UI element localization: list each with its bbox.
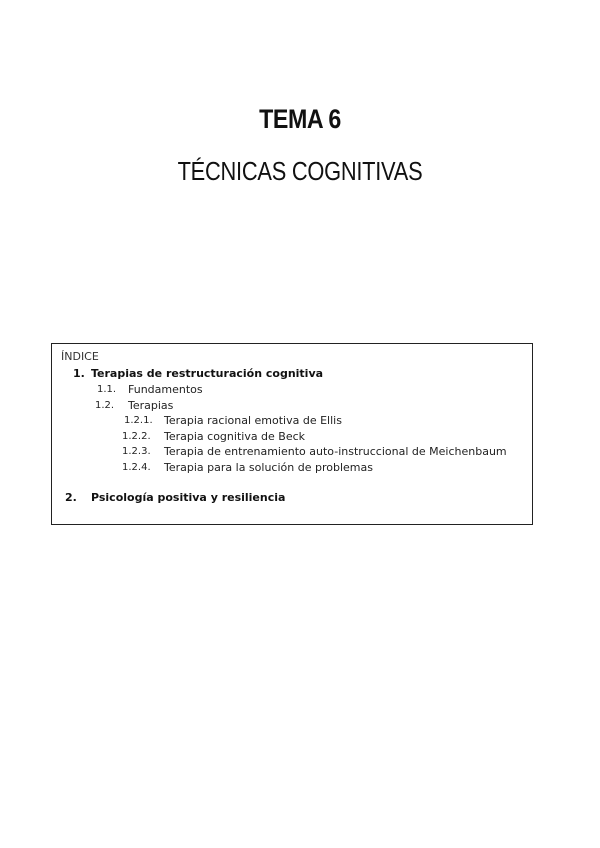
toc-item-label: Terapia para la solución de problemas <box>164 461 373 474</box>
toc-item-1-2[interactable] <box>52 399 532 413</box>
toc-item-number: 1. <box>73 367 85 380</box>
toc-item-1-2-3[interactable] <box>52 445 532 459</box>
toc-item-label: Terapia de entrenamiento auto-instruccional de Meichenbaum <box>164 445 507 458</box>
toc-item-number: 1.2.1. <box>124 415 153 426</box>
toc-item-number: 1.1. <box>97 384 117 395</box>
toc-item-number: 1.2.4. <box>122 462 151 473</box>
toc-item-1-2-2[interactable] <box>52 430 532 444</box>
toc-item-label: Terapia racional emotiva de Ellis <box>164 414 342 427</box>
toc-item-number: 1.2.2. <box>122 431 151 442</box>
page-subtitle: TÉCNICAS COGNITIVAS <box>177 156 423 186</box>
toc-item-1-2-4[interactable] <box>52 461 532 475</box>
toc-item-1-1[interactable] <box>52 383 532 397</box>
toc-item-number: 1.2. <box>95 400 115 411</box>
toc-item-label: Terapia cognitiva de Beck <box>164 430 306 443</box>
toc-item-label: Terapias de restructuración cognitiva <box>91 367 324 380</box>
table-of-contents <box>51 343 533 525</box>
toc-item-1-2-1[interactable] <box>52 414 532 428</box>
toc-item-number: 2. <box>65 491 77 504</box>
page-title: TEMA 6 <box>259 104 341 134</box>
toc-item-label: Terapias <box>128 399 174 412</box>
toc-item-label: Psicología positiva y resiliencia <box>91 491 286 504</box>
toc-item-label: Fundamentos <box>128 383 203 396</box>
toc-item-1[interactable] <box>52 367 532 381</box>
toc-item-number: 1.2.3. <box>122 446 151 457</box>
index-heading: ÍNDICE <box>61 350 99 363</box>
toc-item-2[interactable] <box>52 491 532 505</box>
